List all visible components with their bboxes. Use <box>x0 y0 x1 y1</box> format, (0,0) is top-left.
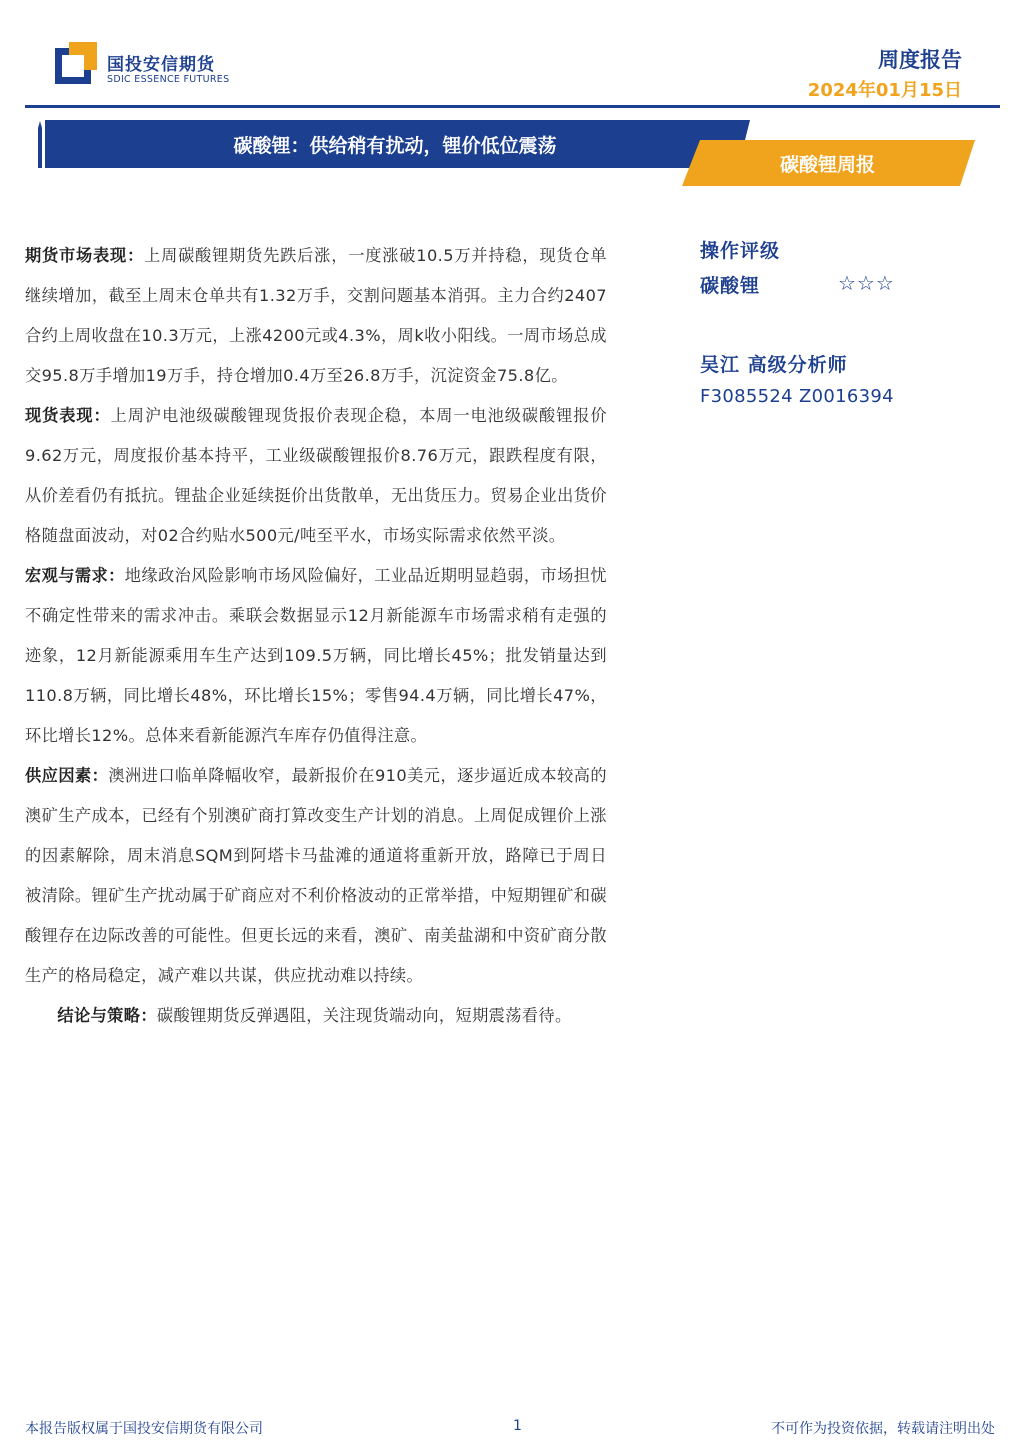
supply-paragraph <box>25 756 607 996</box>
paragraph-heading: 结论与策略： <box>57 1006 157 1025</box>
logo-english-name: SDIC ESSENCE FUTURES <box>107 74 230 85</box>
paragraph-text: 上周沪电池级碳酸锂现货报价表现企稳，本周一电池级碳酸锂报价9.62万元，周度报价基本持平，工业级碳酸锂报价8.76万元，跟跌程度有限，从价差看仍有抵抗。锂盐企业延续挺价出货散单，无出货压力。贸易企业出货价格随盘面波动，对02合约贴水500元/吨至平水，市场实际需求依然平淡。 <box>25 406 607 545</box>
analyst-license-ids: F3085524 Z0016394 <box>700 386 894 407</box>
report-date: 2024年01月15日 <box>807 80 962 101</box>
report-type: 周度报告 <box>878 48 962 72</box>
rating-heading: 操作评级 <box>700 240 781 262</box>
rating-product: 碳酸锂 <box>700 275 761 297</box>
futures-market-paragraph <box>25 236 607 396</box>
conclusion-paragraph <box>25 996 607 1036</box>
spot-paragraph <box>25 396 607 556</box>
analyst-name: 吴江 高级分析师 <box>700 354 848 376</box>
report-series-tag: 碳酸锂周报 <box>779 154 875 176</box>
paragraph-heading: 现货表现： <box>25 406 111 425</box>
paragraph-text: 碳酸锂期货反弹遇阻，关注现货端动向，短期震荡看待。 <box>156 1006 572 1025</box>
rating-stars-icon: ☆☆☆ <box>838 271 895 295</box>
paragraph-text: 地缘政治风险影响市场风险偏好，工业品近期明显趋弱，市场担忧不确定性带来的需求冲击。乘联会数据显示12月新能源车市场需求稍有走强的迹象，12月新能源乘用车生产达到109.5万辆，同比增长45%；批发销量达到110.8万辆，同比增长48%，环比增长15%；零售94.4万辆，同比增长47%，环比增长12%。总体来看新能源汽车库存仍值得注意。 <box>25 566 607 745</box>
header-divider <box>25 105 1000 108</box>
page-number: 1 <box>513 1418 522 1434</box>
footer-disclaimer: 不可作为投资依据，转载请注明出处 <box>771 1421 995 1437</box>
paragraph-text: 澳洲进口临单降幅收窄，最新报价在910美元，逐步逼近成本较高的澳矿生产成本，已经有个别澳矿商打算改变生产计划的消息。上周促成锂价上涨的因素解除，周末消息SQM到阿塔卡马盐滩的通道将重新开放，路障已于周日被清除。锂矿生产扰动属于矿商应对不利价格波动的正常举措，中短期锂矿和碳酸锂存在边际改善的可能性。但更长远的来看，澳矿、南美盐湖和中资矿商分散生产的格局稳定，减产难以共谋，供应扰动难以持续。 <box>25 766 608 985</box>
paragraph-text: 上周碳酸锂期货先跌后涨，一度涨破10.5万并持稳，现货仓单继续增加，截至上周末仓单共有1.32万手，交割问题基本消弭。主力合约2407合约上周收盘在10.3万元，上涨4200元或4.3%，周k收小阳线。一周市场总成交95.8万手增加19万手，持仓增加0.4万至26.8万手，沉淀资金75.8亿。 <box>25 246 607 385</box>
report-title: 碳酸锂：供给稍有扰动，锂价低位震荡 <box>233 135 557 157</box>
logo-mark-icon <box>55 42 97 84</box>
logo-chinese-name: 国投安信期货 <box>107 55 215 75</box>
paragraph-heading: 供应因素： <box>25 766 109 785</box>
paragraph-heading: 宏观与需求： <box>25 566 125 585</box>
paragraph-heading: 期货市场表现： <box>25 246 145 265</box>
macro-demand-paragraph <box>25 556 607 756</box>
report-body <box>25 236 607 1036</box>
footer-copyright: 本报告版权属于国投安信期货有限公司 <box>25 1421 263 1437</box>
company-logo <box>55 42 235 90</box>
